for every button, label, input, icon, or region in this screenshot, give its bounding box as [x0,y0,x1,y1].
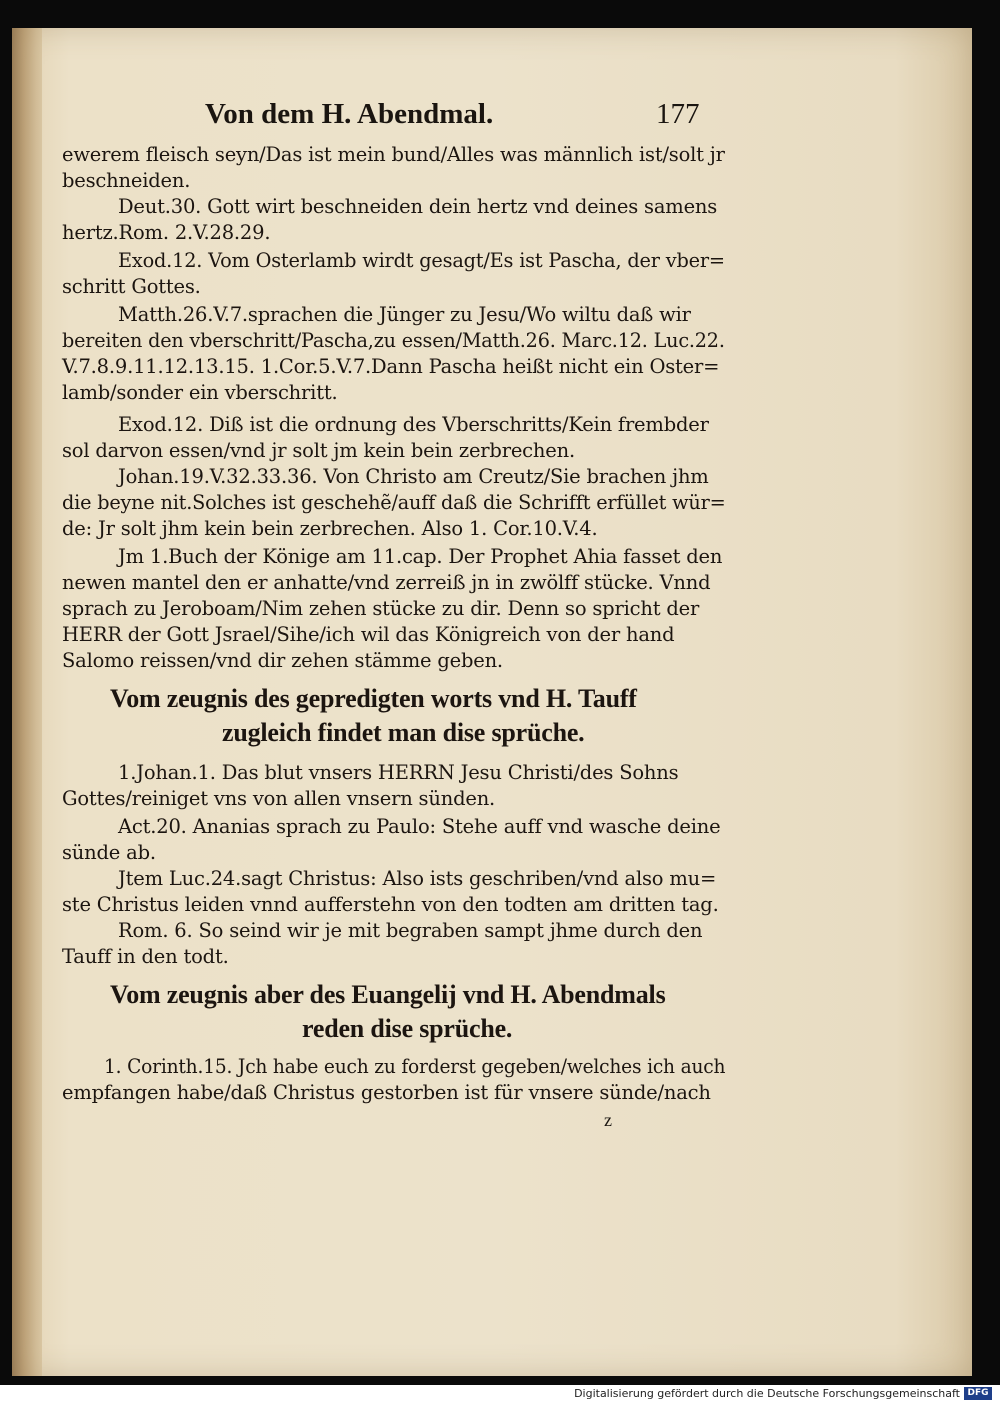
text-line: Tauff in den todt. [62,945,229,968]
text-line: Deut.30. Gott wirt beschneiden dein hertz vnd deines samens [118,195,718,218]
text-line: Exod.12. Vom Osterlamb wirdt gesagt/Es ist Pascha, der vber= [118,249,725,272]
section-heading: Vom zeugnis des gepredigten worts vnd H. Tauff [110,684,637,713]
section-heading: zugleich findet man dise sprüche. [222,718,585,747]
text-line: 1.Johan.1. Das blut vnsers HERRN Jesu Christi/des Sohns [118,761,679,784]
text-line: Jtem Luc.24.sagt Christus: Also ists geschriben/vnd also mu= [118,867,717,890]
text-line: 1. Corinth.15. Jch habe euch zu forderst gegeben/welches ich auch [104,1055,726,1078]
text-line: Jm 1.Buch der Könige am 11.cap. Der Prophet Ahia fasset den [118,545,723,568]
text-line: Act.20. Ananias sprach zu Paulo: Stehe auff vnd wasche deine [118,815,721,838]
text-line: ste Christus leiden vnnd aufferstehn von den todten am dritten tag. [62,893,719,916]
text-line: V.7.8.9.11.12.13.15. 1.Cor.5.V.7.Dann Pascha heißt nicht ein Oster= [62,355,720,378]
footer-bar [0,1385,1000,1403]
text-line: ewerem fleisch seyn/Das ist mein bund/Alles was männlich ist/solt jr [62,143,725,166]
text-line: Matth.26.V.7.sprachen die Jünger zu Jesu/Wo wiltu daß wir [118,303,691,326]
section-heading: Vom zeugnis aber des Euangelij vnd H. Abendmals [110,980,666,1009]
dfg-logo: DFG [964,1387,992,1400]
text-line: de: Jr solt jhm kein bein zerbrechen. Also 1. Cor.10.V.4. [62,517,598,540]
signature-mark: z [604,1110,612,1130]
text-line: newen mantel den er anhatte/vnd zerreiß jn in zwölff stücke. Vnnd [62,571,711,594]
page-gutter-shadow [12,28,42,1376]
text-line: Gottes/reiniget vns von allen vnsern sünden. [62,787,496,810]
text-line: Johan.19.V.32.33.36. Von Christo am Creutz/Sie brachen jhm [118,465,709,488]
text-line: schritt Gottes. [62,275,201,298]
text-line: die beyne nit.Solches ist geschehẽ/auff daß die Schrifft erfüllet wür= [62,491,726,514]
digitization-credit: Digitalisierung gefördert durch die Deutsche Forschungsgemeinschaft [574,1387,960,1400]
text-line: sol darvon essen/vnd jr solt jm kein bein zerbrechen. [62,439,575,462]
text-line: lamb/sonder ein vberschritt. [62,381,338,404]
text-line: Rom. 6. So seind wir je mit begraben sampt jhme durch den [118,919,703,942]
text-line: Salomo reissen/vnd dir zehen stämme geben. [62,649,503,672]
text-line: sünde ab. [62,841,156,864]
page-number: 177 [656,98,700,130]
text-line: HERR der Gott Jsrael/Sihe/ich wil das Königreich von der hand [62,623,675,646]
text-line: sprach zu Jeroboam/Nim zehen stücke zu dir. Denn so spricht der [62,597,700,620]
text-line: Exod.12. Diß ist die ordnung des Vberschritts/Kein frembder [118,413,709,436]
text-line: hertz.Rom. 2.V.28.29. [62,221,271,244]
text-line: beschneiden. [62,169,191,192]
text-line: empfangen habe/daß Christus gestorben ist für vnsere sünde/nach [62,1081,711,1104]
running-head: Von dem H. Abendmal. [205,98,494,130]
section-heading: reden dise sprüche. [302,1014,513,1043]
text-line: bereiten den vberschritt/Pascha,zu essen/Matth.26. Marc.12. Luc.22. [62,329,725,352]
